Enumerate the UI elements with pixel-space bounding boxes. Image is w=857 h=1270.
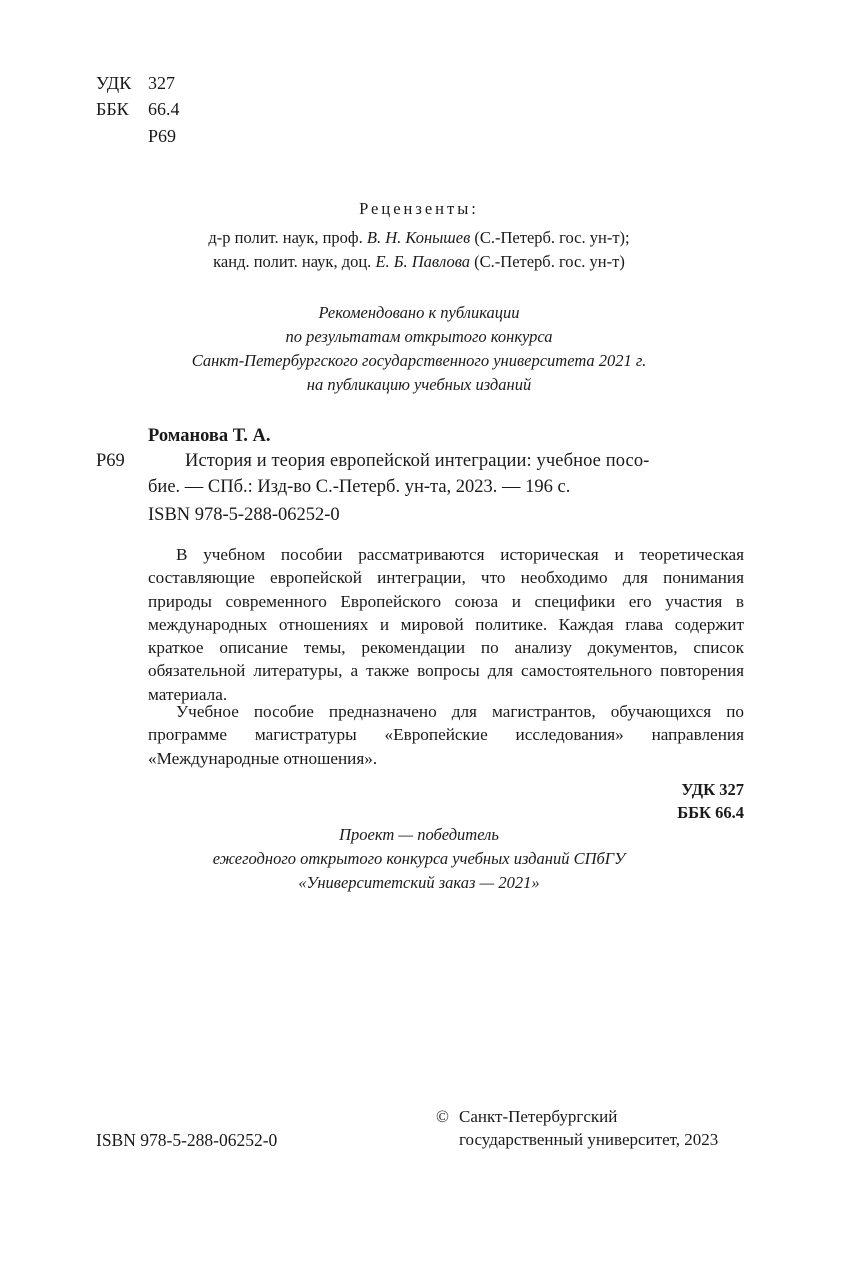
recommendation-line-1: Рекомендовано к публикации (318, 303, 520, 322)
reviewer-1-affiliation: (С.-Петерб. гос. ун-т); (474, 228, 630, 247)
title-line-2: бие. — СПб.: Изд-во С.-Петерб. ун-та, 2023. — 196 с. (148, 477, 571, 497)
udk-code: УДК 327 (681, 780, 744, 799)
reviewer-1-degree: д-р полит. наук, проф. (208, 228, 363, 247)
recommendation-line-3: Санкт-Петербургского государственного университета 2021 г. (191, 351, 647, 370)
project-line-3: «Университетский заказ — 2021» (298, 873, 540, 892)
reviewer-2-degree: канд. полит. наук, доц. (213, 252, 372, 271)
copyright-line-2: государственный университет, 2023 (459, 1130, 719, 1149)
reviewer-2 (0, 252, 838, 272)
reviewers-heading: Рецензенты: (359, 199, 479, 218)
udk-value: 327 (148, 73, 175, 93)
record-isbn: ISBN 978-5-288-06252-0 (148, 505, 340, 525)
author-name: Романова Т. А. (148, 426, 271, 446)
copyright-line-1: Санкт-Петербургский (459, 1107, 618, 1126)
project-line-1: Проект — победитель (339, 825, 499, 844)
abstract-text-1: В учебном пособии рассматриваются историческая и теоретическая составляющие европейской интеграции, что необходимо для понимания природы современного Европейского союза и специфики его участия в международных отношениях и мировой политике. Каждая глава содержит краткое описание темы, рекомендации по анализу документов, список обязательной литературы, а также вопросы для самостоятельного повторения материала. (148, 545, 744, 704)
abstract-paragraph-2 (148, 700, 744, 770)
recommendation-line-2: по результатам открытого конкурса (285, 327, 553, 346)
recommendation-line-4: на публикацию учебных изданий (306, 375, 532, 394)
project-line-2: ежегодного открытого конкурса учебных изданий СПбГУ (212, 849, 626, 868)
bbk-code: ББК 66.4 (677, 803, 744, 822)
bbk-value: 66.4 (148, 99, 180, 119)
author-sign: Р69 (148, 126, 177, 146)
reviewer-1 (0, 228, 838, 248)
title-line-1: История и теория европейской интеграции: учебное посо- (185, 451, 650, 471)
udk-label: УДК (96, 73, 132, 93)
reviewer-2-name: Е. Б. Павлова (375, 252, 471, 271)
record-sign: Р69 (96, 451, 125, 471)
reviewer-1-name: В. Н. Конышев (366, 228, 471, 247)
bbk-label: ББК (96, 99, 129, 119)
copyright-symbol: © (436, 1107, 449, 1126)
abstract-text-2: Учебное пособие предназначено для магистрантов, обучающихся по программе магистратуры «Европейские исследования» направления «Международные отношения». (148, 702, 744, 768)
abstract-paragraph-1 (148, 543, 744, 706)
footer-isbn: ISBN 978-5-288-06252-0 (96, 1130, 278, 1150)
reviewer-2-affiliation: (С.-Петерб. гос. ун-т) (474, 252, 625, 271)
